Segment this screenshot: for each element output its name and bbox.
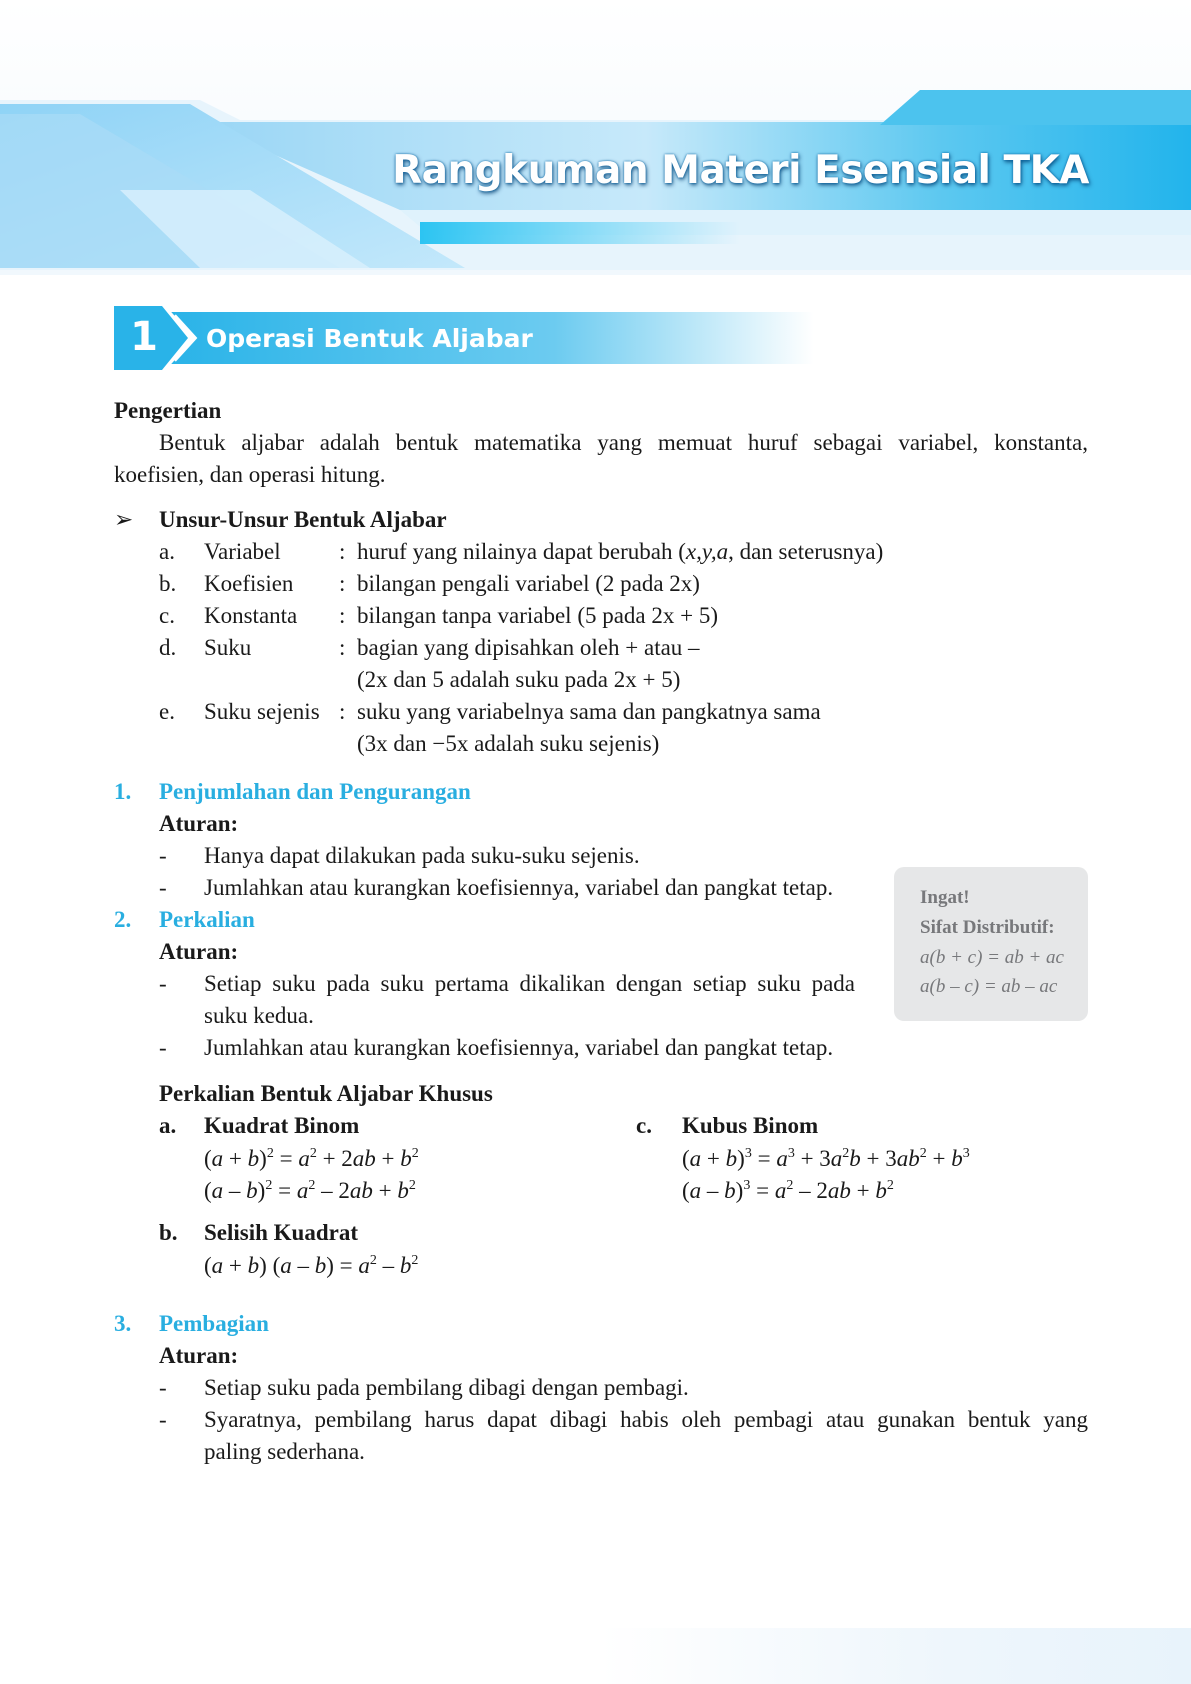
aturan-label: Aturan: bbox=[159, 811, 239, 836]
formula-kubus-plus: $(a + b)^3 = a^3 + 3a^2b + 3ab^2 + b^3$ bbox=[682, 1146, 970, 1171]
section-header bbox=[114, 306, 814, 372]
khusus-letter: b. bbox=[159, 1220, 178, 1245]
khusus-title-selisih-kuadrat: Selisih Kuadrat bbox=[204, 1220, 359, 1245]
unsur-term: Koefisien bbox=[204, 571, 294, 596]
unsur-desc-continued: (3x dan −5x adalah suku sejenis) bbox=[357, 731, 660, 756]
note-formula: a(b – c) = ab – ac bbox=[920, 976, 1058, 997]
header-banner bbox=[0, 0, 1191, 275]
rule-text: Setiap suku pada suku pertama dikalikan dengan setiap suku pada bbox=[204, 971, 855, 996]
khusus-letter: c. bbox=[636, 1113, 652, 1138]
subsection-number: 1. bbox=[114, 779, 132, 804]
unsur-colon: : bbox=[339, 635, 346, 660]
unsur-desc: bilangan tanpa variabel (5 pada 2x + 5) bbox=[357, 603, 719, 628]
rule-text: Jumlahkan atau kurangkan koefisiennya, variabel dan pangkat tetap. bbox=[204, 1035, 834, 1060]
khusus-heading: Perkalian Bentuk Aljabar Khusus bbox=[159, 1081, 493, 1106]
subsection-title-pembagian: Pembagian bbox=[159, 1311, 269, 1336]
unsur-desc: huruf yang nilainya dapat berubah (x,y,a, dan seterusnya) bbox=[357, 539, 884, 564]
unsur-colon: : bbox=[339, 603, 346, 628]
unsur-heading: Unsur-Unsur Bentuk Aljabar bbox=[159, 507, 447, 532]
unsur-desc-continued: (2x dan 5 adalah suku pada 2x + 5) bbox=[357, 667, 681, 692]
dash-bullet: - bbox=[159, 1407, 167, 1432]
rule-text: Jumlahkan atau kurangkan koefisiennya, variabel dan pangkat tetap. bbox=[204, 875, 834, 900]
subsection-title-penjumlahan: Penjumlahan dan Pengurangan bbox=[159, 779, 471, 804]
arrow-bullet-icon: ➢ bbox=[114, 507, 134, 532]
rule-text-continued: paling sederhana. bbox=[204, 1439, 365, 1464]
unsur-desc: bilangan pengali variabel (2 pada 2x) bbox=[357, 571, 700, 596]
subsection-number: 3. bbox=[114, 1311, 132, 1336]
aturan-label: Aturan: bbox=[159, 1343, 239, 1368]
dash-bullet: - bbox=[159, 1035, 167, 1060]
formula-selisih-kuadrat: (a + b) $(a - b) = a^2 - b^2$ bbox=[204, 1253, 419, 1278]
khusus-title-kubus-binom: Kubus Binom bbox=[682, 1113, 819, 1138]
section-number: 1 bbox=[130, 314, 158, 360]
unsur-letter: d. bbox=[159, 635, 177, 660]
unsur-colon: : bbox=[339, 571, 346, 596]
subsection-title-perkalian: Perkalian bbox=[159, 907, 255, 932]
dash-bullet: - bbox=[159, 1375, 167, 1400]
pengertian-text-line2: koefisien, dan operasi hitung. bbox=[114, 462, 386, 487]
note-title: Ingat! bbox=[920, 887, 970, 908]
formula-kuadrat-minus: $(a - b)^2 = a^2 - 2ab + b^2$ bbox=[204, 1178, 416, 1203]
note-box-ingat bbox=[894, 867, 1088, 1021]
dash-bullet: - bbox=[159, 875, 167, 900]
unsur-letter: e. bbox=[159, 699, 175, 724]
aturan-label: Aturan: bbox=[159, 939, 239, 964]
banner-graphic bbox=[0, 0, 1191, 275]
formula-kubus-minus: $(a - b)^3 = a^2 - 2ab + b^2$ bbox=[682, 1178, 894, 1203]
rule-text: Syaratnya, pembilang harus dapat dibagi habis oleh pembagi atau gunakan bentuk yang bbox=[204, 1407, 1088, 1432]
pengertian-text-line1: Bentuk aljabar adalah bentuk matematika yang memuat huruf sebagai variabel, konstanta, bbox=[159, 430, 1088, 455]
khusus-title-kuadrat-binom: Kuadrat Binom bbox=[204, 1113, 360, 1138]
unsur-colon: : bbox=[339, 539, 346, 564]
dash-bullet: - bbox=[159, 843, 167, 868]
khusus-letter: a. bbox=[159, 1113, 177, 1138]
formula-kuadrat-plus: $(a + b)^2 = a^2 + 2ab + b^2$ bbox=[204, 1146, 419, 1171]
unsur-term: Variabel bbox=[204, 539, 281, 564]
dash-bullet: - bbox=[159, 971, 167, 996]
page-title: Rangkuman Materi Esensial TKA bbox=[392, 148, 1089, 193]
section-title: Operasi Bentuk Aljabar bbox=[206, 324, 533, 353]
note-formula: a(b + c) = ab + ac bbox=[920, 947, 1064, 968]
footer-band bbox=[600, 1628, 1191, 1684]
subsection-number: 2. bbox=[114, 907, 132, 932]
rule-text: Setiap suku pada pembilang dibagi dengan pembagi. bbox=[204, 1375, 689, 1400]
unsur-colon: : bbox=[339, 699, 346, 724]
pengertian-heading: Pengertian bbox=[114, 398, 222, 423]
unsur-letter: a. bbox=[159, 539, 175, 564]
unsur-letter: b. bbox=[159, 571, 177, 596]
unsur-term: Konstanta bbox=[204, 603, 298, 628]
unsur-term: Suku sejenis bbox=[204, 699, 320, 724]
note-subtitle: Sifat Distributif: bbox=[920, 917, 1055, 938]
unsur-desc: bagian yang dipisahkan oleh + atau – bbox=[357, 635, 700, 660]
rule-text-continued: suku kedua. bbox=[204, 1003, 314, 1028]
unsur-letter: c. bbox=[159, 603, 175, 628]
unsur-desc: suku yang variabelnya sama dan pangkatnya sama bbox=[357, 699, 821, 724]
rule-text: Hanya dapat dilakukan pada suku-suku sejenis. bbox=[204, 843, 640, 868]
unsur-term: Suku bbox=[204, 635, 252, 660]
